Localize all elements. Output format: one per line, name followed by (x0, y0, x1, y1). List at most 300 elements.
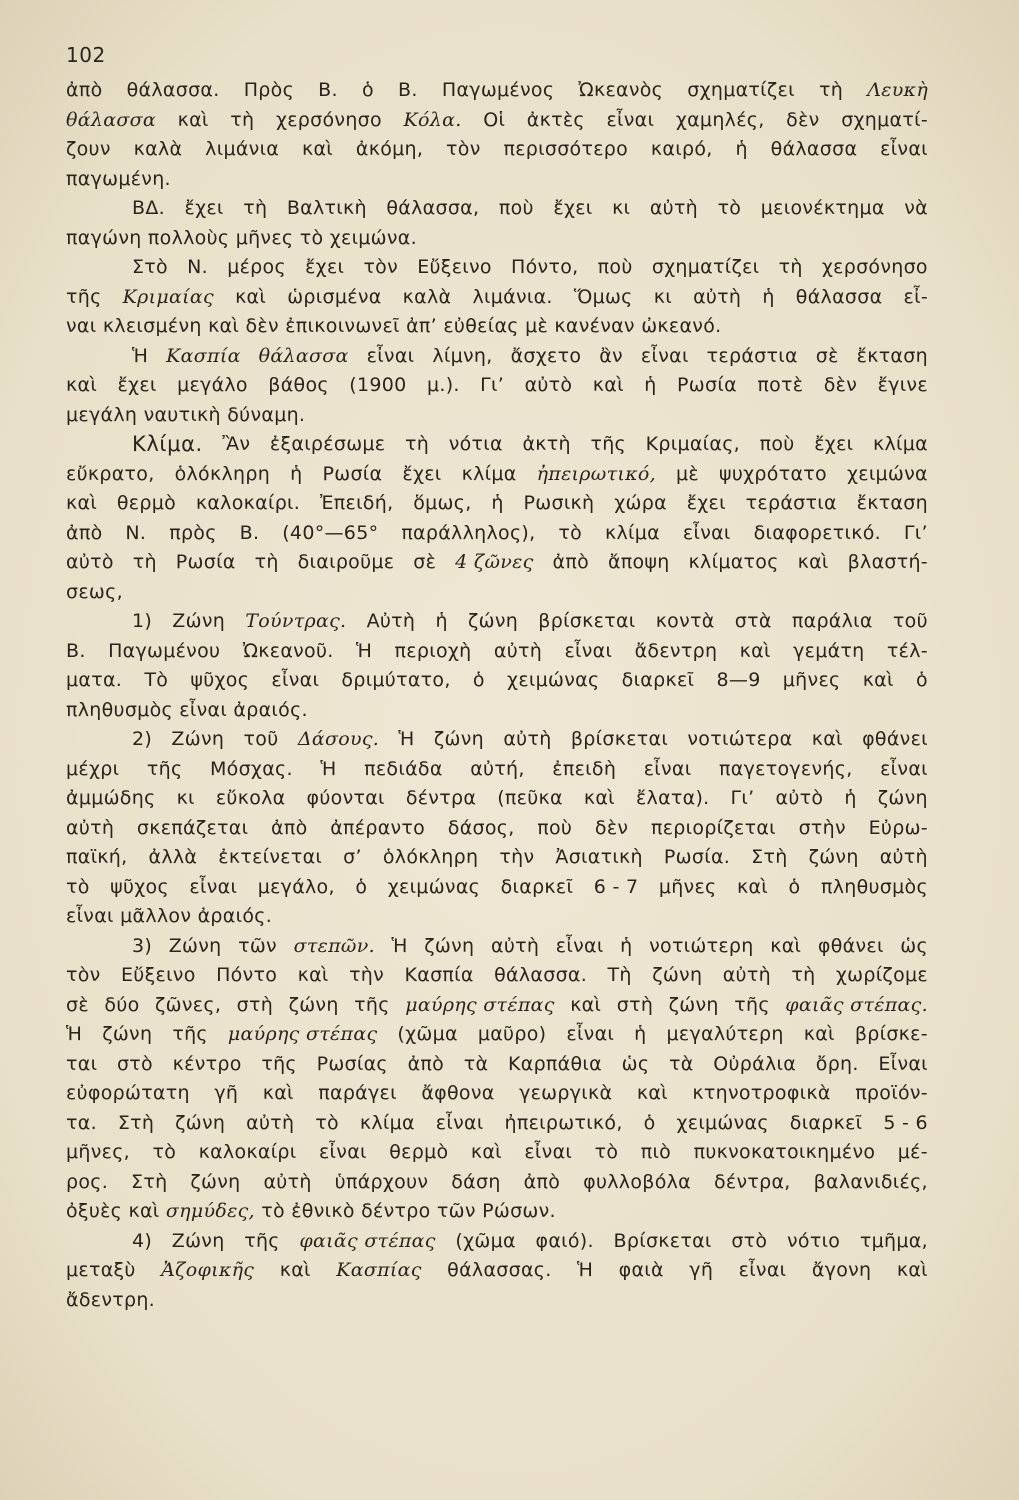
word: ἄγονη (811, 1259, 872, 1281)
word: τὸν (363, 256, 399, 278)
text-line (66, 932, 928, 962)
word: Πρὸς (243, 79, 295, 101)
word: ται (66, 1052, 98, 1075)
word: κλίματος (688, 551, 779, 573)
word: κι (612, 197, 631, 219)
word: καὶ (636, 1082, 668, 1104)
word: τῆς (590, 433, 626, 455)
word: καὶ (470, 1141, 502, 1163)
word: ἡ (634, 1023, 647, 1045)
word: λιμάνια (205, 138, 280, 160)
word: ζώνη (190, 1170, 241, 1193)
text-line (66, 725, 928, 755)
word: μειονέκτημα (760, 197, 885, 219)
word: καὶ (262, 1082, 294, 1104)
italic-word: ἠπειρωτικό, (536, 462, 656, 485)
word: φθάνει (817, 934, 884, 957)
word: μέ- (897, 1141, 928, 1163)
word: τὴ (243, 197, 268, 219)
page-number: 102 (66, 43, 106, 67)
word: ζώνη (808, 846, 859, 868)
word: εὐθείας (443, 315, 519, 337)
word: Ἡ (398, 728, 415, 750)
word: εἶναι (564, 639, 613, 662)
word: σὲ (66, 993, 89, 1016)
word: στὴ (236, 993, 274, 1016)
word: ἔχει (553, 197, 593, 219)
text-line (66, 578, 928, 608)
word: ἔκταση (856, 492, 928, 514)
word: ματα. (66, 669, 123, 691)
word: τῆς (261, 1052, 297, 1075)
word: ποὺ (498, 197, 534, 219)
word: κλίμα (359, 1111, 415, 1134)
word: μᾶλλον (120, 905, 192, 927)
word: ἐπειδὴ (552, 757, 617, 780)
word: θάλασσας. (447, 1259, 552, 1281)
word: ζώνη (102, 1023, 153, 1045)
word: τῆς (146, 757, 183, 780)
word: κι (653, 285, 672, 308)
word: παγετογενής, (719, 757, 853, 780)
word: χωρίζομε (835, 964, 928, 986)
italic-word: Κριμαίας (122, 285, 214, 308)
word: Ἡ (391, 934, 408, 957)
word: αὐτὸ (775, 787, 824, 809)
word: ζώνη (652, 964, 703, 986)
word: μεγάλη (66, 403, 138, 426)
word: ψῦχος (110, 875, 169, 898)
word: ἀπὸ (66, 521, 103, 544)
word: τῆς (244, 1229, 280, 1252)
word: ζώνη (424, 934, 475, 957)
word: ἀμμώδης (66, 787, 156, 809)
word: θερμὸ (116, 492, 177, 514)
text-line (66, 194, 928, 224)
text-line (66, 784, 928, 814)
italic-word: μαύρης στέπας (227, 1023, 378, 1045)
word: τὸ (315, 1111, 339, 1134)
word: αὐτὴ (503, 728, 552, 750)
word: δύο (104, 993, 140, 1016)
word: παράλια (791, 610, 873, 632)
word: δύναμη. (227, 403, 306, 426)
word: τὸν (446, 138, 481, 160)
word: ὄρη. (815, 1052, 859, 1075)
word: πιὸ (640, 1141, 672, 1163)
word: ἀραιός. (197, 905, 273, 927)
word: ἄποψη (607, 551, 670, 573)
text-line (66, 755, 928, 785)
word: βρίσκεται (570, 728, 669, 750)
word: τὸ (299, 226, 324, 249)
word: ἀλλὰ (148, 846, 198, 868)
text-line (66, 519, 928, 549)
word: Β. (239, 521, 260, 544)
word: Γι’ (730, 787, 755, 809)
word: τεράστια (745, 492, 837, 514)
word: Οὐράλια (713, 1052, 797, 1075)
word: περιορίζεται (651, 816, 776, 839)
body-text (66, 76, 928, 1315)
word: μέρος (227, 256, 286, 278)
word: καὶ (66, 492, 98, 514)
word: Στὴ (751, 846, 788, 868)
word: παράλληλος), (401, 521, 536, 544)
word: ἐκτείνεται (218, 846, 323, 868)
word: νότια (448, 433, 503, 455)
word: ζώνη (433, 728, 485, 750)
word: στὰ (734, 610, 772, 632)
text-line (66, 1197, 928, 1227)
word: παράγει (318, 1082, 397, 1104)
word: δέντρα, (713, 1170, 791, 1193)
word: σὲ (815, 344, 839, 367)
word: ζώνη (877, 787, 928, 809)
word: καλὰ (133, 138, 183, 160)
word: εἶναι (189, 875, 238, 898)
text-line (66, 135, 928, 165)
word: ἐθνικὸ (291, 1200, 355, 1222)
word: Αὐτὴ (366, 610, 416, 632)
word: τῆς (66, 285, 102, 308)
word: Ὅμως (573, 285, 633, 308)
word: ἀπὸ (523, 1170, 561, 1193)
italic-word: Ἀζοφικῆς (161, 1259, 255, 1281)
text-line (66, 1109, 928, 1139)
text-line (66, 1020, 928, 1050)
word: ἀπέραντο (330, 816, 426, 839)
word: Μόσχας. (209, 757, 293, 780)
word: (χῶμα (455, 1229, 516, 1252)
text-line (66, 489, 928, 519)
word: ὀξυὲς (66, 1200, 123, 1222)
word: μεγάλο, (257, 875, 335, 898)
word: Ὠκεανοῦ. (242, 639, 334, 662)
italic-word: Τούντρας. (245, 610, 347, 632)
word: Ζώνη (171, 1229, 225, 1252)
word: Βαλτικὴ (286, 197, 367, 219)
word: τὴ (791, 964, 816, 986)
word: ὁ (472, 669, 485, 691)
word: χειμώνα. (329, 226, 417, 249)
word: Ν. (125, 521, 147, 544)
word: κέντρο (172, 1052, 242, 1075)
word: τὸ (717, 197, 742, 219)
word: τὸ (66, 875, 90, 898)
word: αὐτή, (470, 757, 525, 780)
word: ἔκταση (856, 344, 928, 367)
italic-word: σημύδες, (165, 1200, 255, 1222)
word: πρὸς (169, 521, 217, 544)
word: αὐτὸ (524, 374, 573, 396)
word: Ἡ (132, 344, 149, 367)
text-line (66, 902, 928, 932)
word: νοτιώτερη (649, 934, 754, 957)
word: μεγαλύτερη (666, 1023, 784, 1045)
word: εὔκρατο, (66, 462, 155, 485)
word: αὐτὴ (649, 197, 699, 219)
word: ΒΔ. (132, 197, 165, 219)
word: τα. (66, 1111, 97, 1134)
word: Ἂν (222, 433, 251, 455)
italic-word: Δάσους. (297, 728, 380, 750)
word: 5 - 6 (883, 1111, 928, 1134)
word: ὁ (915, 669, 928, 691)
word: ἀκόμη, (355, 138, 424, 160)
text-line (66, 371, 928, 401)
text-line (66, 814, 928, 844)
word: Β. (318, 79, 338, 101)
word: προϊόν- (855, 1082, 928, 1104)
word: (πεῦκα (497, 787, 563, 809)
word: τὴ (818, 79, 844, 101)
word: παγώνη (66, 226, 142, 249)
word: Ρωσία (175, 551, 236, 573)
word: δὲν (594, 816, 629, 839)
word: Βρίσκεται (613, 1229, 712, 1252)
word: φθάνει (862, 728, 928, 750)
word: ἀραιός. (233, 698, 308, 721)
word: ὁ (643, 1111, 656, 1134)
word: ζώνη (668, 993, 719, 1016)
italic-word: Κασπία (166, 344, 241, 367)
word: βλαστή- (847, 551, 928, 573)
word: ὁ (361, 79, 374, 101)
word: κλίμα (872, 433, 928, 455)
word: 1) (132, 610, 153, 632)
word: ζώνη (175, 1111, 226, 1134)
text-line (66, 1286, 928, 1316)
word: τοῦ (243, 728, 279, 750)
word: ὡς (621, 1052, 650, 1075)
word: χειμώνας (507, 669, 600, 691)
word: αὐτὴ (693, 285, 742, 308)
word: τὴ (230, 108, 255, 131)
word: 3) (132, 934, 153, 957)
word: ἀκτὴ (522, 433, 571, 455)
word: ὁλόκληρη (174, 462, 271, 485)
word: Κασπία (404, 964, 474, 986)
word: σὲ (413, 551, 437, 573)
text-line (66, 430, 928, 460)
word: 2) (132, 728, 153, 750)
word: σεως, (66, 580, 123, 603)
word: διαφορετικό. (753, 521, 881, 544)
word: Ζώνη (168, 934, 222, 957)
word: Στὴ (117, 1111, 155, 1134)
word: τὸ (261, 1200, 285, 1222)
word: ὁ (788, 875, 801, 898)
word: θάλασσα. (126, 79, 220, 101)
word: ἡ (644, 374, 657, 396)
word: χαμηλές, (675, 108, 765, 131)
word: τὴν (499, 846, 535, 868)
word: μεγάλο (177, 374, 248, 396)
word: ἡ (491, 492, 504, 514)
word: Ρωσία (677, 374, 737, 396)
word: ὡς (900, 934, 928, 957)
text-line (66, 401, 928, 431)
word: ἡ (620, 934, 633, 957)
word: αὐτὴ (263, 1170, 312, 1193)
italic-word: φαιᾶς στέπας. (785, 993, 928, 1016)
text-line (66, 961, 928, 991)
text-line (66, 253, 928, 283)
word: ὁ (355, 875, 368, 898)
word: Πόντο (216, 964, 278, 986)
word: μῆνες (658, 875, 717, 898)
word: ἔχει (184, 197, 224, 219)
word: Ὠκεανὸς (578, 79, 664, 101)
word: καὶ (811, 728, 843, 750)
word: δὲν (786, 108, 820, 131)
text-line (66, 548, 928, 578)
word: ψυχρότατο (719, 462, 827, 485)
word: πολλοὺς (147, 226, 230, 249)
word: Κριμαίας, (645, 433, 741, 455)
word: Τὸ (144, 669, 169, 691)
word: ἔλατα). (635, 787, 710, 809)
word: Ρωσικὴ (523, 492, 595, 514)
word: δάσος, (447, 816, 515, 839)
word: καλοκαίρι (198, 1141, 297, 1163)
word: εὐφορώτατη (66, 1082, 190, 1104)
word: τὸ (594, 1141, 619, 1163)
text-line (66, 165, 928, 195)
word: Ρωσίας (316, 1052, 388, 1075)
word: ψῦχος (190, 669, 250, 691)
word: σχηματίζει (687, 79, 795, 101)
word: ἡ (844, 787, 857, 809)
word: καὶ (592, 374, 624, 396)
word: τὴ (778, 256, 803, 278)
word: ρος. (66, 1170, 109, 1193)
word: θάλασσα, (386, 197, 480, 219)
word: Ρωσία. (663, 846, 731, 868)
word: μῆνες (782, 669, 841, 691)
text-line (66, 843, 928, 873)
word: δριμύτατο, (341, 669, 451, 691)
word: σχηματίζει (651, 256, 760, 278)
text-line (66, 873, 928, 903)
word: Εὔξεινο (121, 964, 196, 986)
word: ζώνη (467, 610, 519, 632)
word: φαιό). (535, 1229, 594, 1252)
word: ἐξαιρέσωμε (269, 433, 386, 455)
word: ναι (66, 315, 97, 337)
word: τὰ (463, 1052, 489, 1075)
word: ὅμως, (413, 492, 472, 514)
word: ἀπὸ (552, 551, 589, 573)
word: Ν. (187, 256, 209, 278)
word: ἀπὸ (407, 1052, 445, 1075)
word: ποὺ (597, 256, 633, 278)
word: Στὴ (131, 1170, 168, 1193)
italic-word: Κόλα. (403, 108, 462, 131)
word: κοντὰ (655, 610, 715, 632)
word: τὴν (349, 964, 385, 986)
word: καὶ (570, 993, 602, 1016)
word: χειμώνας (387, 875, 481, 898)
word: κτηνοτροφικὰ (692, 1082, 831, 1104)
word: ἄδεντρη. (66, 1288, 156, 1311)
word: ποὺ (759, 433, 795, 455)
word: εἶναι (179, 698, 228, 721)
word: καὶ (803, 1023, 835, 1045)
word: καὶ (770, 934, 802, 957)
word: ἔχει (117, 374, 157, 396)
word: τεράστια (706, 344, 798, 367)
word: ζώνη (288, 993, 339, 1016)
word: περιοχὴ (394, 639, 472, 662)
text-line (66, 1168, 928, 1198)
text-line (66, 666, 928, 696)
word: αὐτὴ (493, 639, 543, 662)
word: μ.). (426, 374, 460, 396)
word: τὴ (404, 433, 430, 455)
italic-word: θάλασσα (66, 108, 157, 131)
word: κλίμα (461, 462, 517, 485)
word: ζουν (66, 138, 111, 160)
word: περισσότερο (503, 138, 629, 160)
word: καὶ (297, 964, 329, 986)
word: τῆς (734, 993, 770, 1016)
word: ὡρισμένα (287, 285, 382, 308)
word: καὶ (583, 787, 615, 809)
word: ἠπειρωτικό, (504, 1111, 623, 1134)
word: (1900 (349, 374, 407, 396)
word: καὶ (66, 374, 98, 396)
word: εἶναι (880, 138, 928, 160)
text-line (66, 460, 928, 490)
text-line (66, 991, 928, 1021)
word: ἄδεντρη (634, 639, 718, 662)
word: ναυτικὴ (143, 403, 221, 426)
word: εἶναι (682, 521, 731, 544)
word: καιρό, (650, 138, 713, 160)
word: Παγωμένος (441, 79, 555, 101)
word: Κλίμα. (132, 432, 203, 456)
word: Ζώνη (171, 728, 225, 750)
word: διαρκεῖ (621, 669, 695, 691)
text-line (66, 637, 928, 667)
word: εἶναι (318, 1141, 367, 1163)
word: καὶ (235, 285, 267, 308)
word: τὴ (132, 551, 157, 573)
word: τὴ (254, 551, 279, 573)
word: ἡ (435, 610, 448, 632)
word: βαλανιδιές, (813, 1170, 928, 1193)
word: ἀκτὲς (526, 108, 585, 131)
word: Ζώνη (172, 610, 226, 632)
word: χειμώνας (676, 1111, 769, 1134)
word: Ρώσων. (482, 1200, 556, 1222)
word: Παγωμένου (108, 639, 221, 662)
word: αὐτὴ (879, 846, 928, 868)
word: τὸν (66, 964, 101, 986)
word: ποὺ (537, 816, 573, 839)
word: στὴν (798, 816, 846, 839)
word: καλὰ (402, 285, 452, 308)
word: σ’ (343, 846, 362, 868)
word: μαῦρο) (477, 1023, 547, 1045)
word: φαιὰ (618, 1259, 664, 1281)
word: θάλασσα (795, 285, 883, 308)
text-line (66, 1138, 928, 1168)
word: ἄφθονα (421, 1082, 495, 1104)
word: πληθυσμὸς (66, 698, 173, 721)
